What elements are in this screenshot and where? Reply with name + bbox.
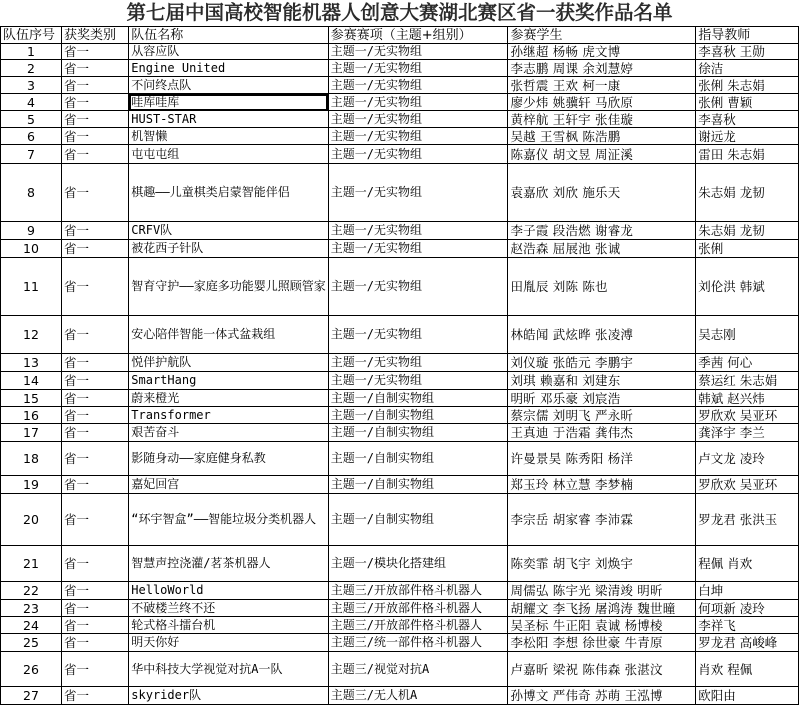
- students-cell[interactable]: 李志鹏 周课 余刘慧婷: [508, 60, 696, 77]
- team-name-cell[interactable]: 智育守护——家庭多功能婴儿照顾管家: [129, 258, 328, 316]
- teachers-cell[interactable]: 朱志娟 龙韧: [696, 164, 799, 222]
- award-cell[interactable]: 省一: [62, 128, 129, 145]
- teachers-cell[interactable]: 季茜 何心: [696, 354, 799, 372]
- team-name-cell[interactable]: 不破楼兰终不还: [129, 600, 328, 617]
- team-name-cell[interactable]: 嘉妃回宫: [129, 476, 328, 494]
- award-cell[interactable]: 省一: [62, 494, 129, 546]
- event-cell[interactable]: 主题三/无人机A: [328, 687, 508, 705]
- award-cell[interactable]: 省一: [62, 582, 129, 600]
- award-cell[interactable]: 省一: [62, 652, 129, 687]
- teachers-cell[interactable]: 龚泽宇 李兰: [696, 424, 799, 442]
- award-cell[interactable]: 省一: [62, 60, 129, 77]
- event-cell[interactable]: 主题一/无实物组: [328, 77, 508, 94]
- table-row: [1, 407, 799, 424]
- table-row: [1, 354, 799, 372]
- award-cell[interactable]: 省一: [62, 687, 129, 705]
- team-no-cell[interactable]: 9: [1, 222, 62, 240]
- teachers-cell[interactable]: 李喜秋 王勋: [696, 44, 799, 60]
- team-no-cell[interactable]: 20: [1, 494, 62, 546]
- award-cell[interactable]: 省一: [62, 442, 129, 476]
- teachers-cell[interactable]: 雷田 朱志娟: [696, 145, 799, 164]
- table-row: [1, 546, 799, 582]
- team-no-cell[interactable]: 7: [1, 145, 62, 164]
- students-cell[interactable]: 郑玉玲 林立慧 李梦楠: [508, 476, 696, 494]
- team-no-cell[interactable]: 11: [1, 258, 62, 316]
- sheet-title: 第七届中国高校智能机器人创意大赛湖北赛区省一获奖作品名单: [126, 1, 673, 24]
- teachers-cell[interactable]: 谢远龙: [696, 128, 799, 145]
- table-row: [1, 111, 799, 128]
- table-row: [1, 600, 799, 617]
- table-row: [1, 128, 799, 145]
- award-cell[interactable]: 省一: [62, 354, 129, 372]
- event-cell[interactable]: 主题三/统一部件格斗机器人: [328, 634, 508, 652]
- table-row: [1, 582, 799, 600]
- team-name-cell[interactable]: Transformer: [129, 407, 328, 424]
- award-cell[interactable]: 省一: [62, 94, 129, 111]
- team-name-cell[interactable]: 不问终点队: [129, 77, 328, 94]
- teachers-cell[interactable]: 朱志娟 龙韧: [696, 222, 799, 240]
- team-name-cell[interactable]: 从容应队: [129, 44, 328, 60]
- event-cell[interactable]: 主题一/无实物组: [328, 145, 508, 164]
- event-cell[interactable]: 主题一/无实物组: [328, 354, 508, 372]
- award-cell[interactable]: 省一: [62, 617, 129, 634]
- award-cell[interactable]: 省一: [62, 44, 129, 60]
- table-row: [1, 240, 799, 258]
- award-cell[interactable]: 省一: [62, 634, 129, 652]
- team-name-cell[interactable]: 安心陪伴智能一体式盆栽组: [129, 316, 328, 354]
- award-cell[interactable]: 省一: [62, 222, 129, 240]
- table-row: [1, 44, 799, 60]
- award-cell[interactable]: 省一: [62, 424, 129, 442]
- teachers-cell[interactable]: 程佩 肖欢: [696, 546, 799, 582]
- event-cell[interactable]: 主题一/自制实物组: [328, 442, 508, 476]
- team-no-cell[interactable]: 21: [1, 546, 62, 582]
- team-name-cell[interactable]: 艰苦奋斗: [129, 424, 328, 442]
- table-row: [1, 164, 799, 222]
- table-row: [1, 258, 799, 316]
- team-name-cell[interactable]: skyrider队: [129, 687, 328, 705]
- award-cell[interactable]: 省一: [62, 240, 129, 258]
- team-name-cell[interactable]: 被花西子针队: [129, 240, 328, 258]
- award-cell[interactable]: 省一: [62, 145, 129, 164]
- event-cell[interactable]: 主题一/无实物组: [328, 111, 508, 128]
- header-award: 获奖类别: [62, 27, 129, 44]
- team-no-cell[interactable]: 1: [1, 44, 62, 60]
- table-row: [1, 94, 799, 111]
- table-row: [1, 476, 799, 494]
- students-cell[interactable]: 周儒弘 陈宇光 梁清竣 明昕: [508, 582, 696, 600]
- teachers-cell[interactable]: 罗龙君 高峻峰: [696, 634, 799, 652]
- event-cell[interactable]: 主题一/无实物组: [328, 222, 508, 240]
- event-cell[interactable]: 主题一/无实物组: [328, 258, 508, 316]
- header-students: 参赛学生: [508, 27, 696, 44]
- teachers-cell[interactable]: 张俐: [696, 240, 799, 258]
- event-cell[interactable]: 主题一/自制实物组: [328, 494, 508, 546]
- students-cell[interactable]: 陈嘉仪 胡文昱 周泟溪: [508, 145, 696, 164]
- team-name-cell[interactable]: 悦伴护航队: [129, 354, 328, 372]
- table-row: [1, 60, 799, 77]
- table-row: [1, 145, 799, 164]
- students-cell[interactable]: 林皓闻 武炫晔 张凌溥: [508, 316, 696, 354]
- event-cell[interactable]: 主题一/自制实物组: [328, 407, 508, 424]
- header-teachers: 指导教师: [696, 27, 799, 44]
- header-team-no: 队伍序号: [1, 27, 62, 44]
- teachers-cell[interactable]: 何项新 凌玲: [696, 600, 799, 617]
- table-row: [1, 390, 799, 407]
- team-no-cell[interactable]: 8: [1, 164, 62, 222]
- event-cell[interactable]: 主题一/自制实物组: [328, 476, 508, 494]
- teachers-cell[interactable]: 罗欣欢 吴亚环: [696, 407, 799, 424]
- table-row: [1, 634, 799, 652]
- event-cell[interactable]: 主题一/无实物组: [328, 316, 508, 354]
- team-no-cell[interactable]: 13: [1, 354, 62, 372]
- teachers-cell[interactable]: 张俐 曹颖: [696, 94, 799, 111]
- event-cell[interactable]: 主题一/无实物组: [328, 44, 508, 60]
- teachers-cell[interactable]: 徐洁: [696, 60, 799, 77]
- students-cell[interactable]: 许曼景昊 陈秀阳 杨洋: [508, 442, 696, 476]
- students-cell[interactable]: 李宗岳 胡家睿 李沛霖: [508, 494, 696, 546]
- teachers-cell[interactable]: 吴志刚: [696, 316, 799, 354]
- team-no-cell[interactable]: 26: [1, 652, 62, 687]
- table-row: [1, 652, 799, 687]
- students-cell[interactable]: 孙继超 杨畅 虎文博: [508, 44, 696, 60]
- team-no-cell[interactable]: 5: [1, 111, 62, 128]
- teachers-cell[interactable]: 卢文龙 凌玲: [696, 442, 799, 476]
- team-no-cell[interactable]: 2: [1, 60, 62, 77]
- award-cell[interactable]: 省一: [62, 390, 129, 407]
- team-no-cell[interactable]: 4: [1, 94, 62, 111]
- header-team-name: 队伍名称: [129, 27, 328, 44]
- table-row: [1, 424, 799, 442]
- event-cell[interactable]: 主题一/无实物组: [328, 60, 508, 77]
- students-cell[interactable]: 廖少炜 姚骥轩 马欣原: [508, 94, 696, 111]
- teachers-cell[interactable]: 李喜秋: [696, 111, 799, 128]
- award-cell[interactable]: 省一: [62, 407, 129, 424]
- award-cell[interactable]: 省一: [62, 164, 129, 222]
- award-cell[interactable]: 省一: [62, 77, 129, 94]
- award-cell[interactable]: 省一: [62, 258, 129, 316]
- students-cell[interactable]: 吴圣标 牛正阳 袁诚 杨博棱: [508, 617, 696, 634]
- award-cell[interactable]: 省一: [62, 476, 129, 494]
- teachers-cell[interactable]: 韩斌 赵兴炜: [696, 390, 799, 407]
- students-cell[interactable]: 吴越 王雪枫 陈浩鹏: [508, 128, 696, 145]
- students-cell[interactable]: 王真迪 于浩霜 龚伟杰: [508, 424, 696, 442]
- students-cell[interactable]: 袁嘉欣 刘欣 施乐天: [508, 164, 696, 222]
- team-no-cell[interactable]: 3: [1, 77, 62, 94]
- team-no-cell[interactable]: 27: [1, 687, 62, 705]
- table-row: [1, 494, 799, 546]
- team-no-cell[interactable]: 16: [1, 407, 62, 424]
- team-no-cell[interactable]: 25: [1, 634, 62, 652]
- team-name-cell[interactable]: 棋趣——儿童棋类启蒙智能伴侣: [129, 164, 328, 222]
- students-cell[interactable]: 李子霞 段浩燃 谢睿龙: [508, 222, 696, 240]
- event-cell[interactable]: 主题一/无实物组: [328, 128, 508, 145]
- award-cell[interactable]: 省一: [62, 600, 129, 617]
- team-no-cell[interactable]: 10: [1, 240, 62, 258]
- award-cell[interactable]: 省一: [62, 316, 129, 354]
- event-cell[interactable]: 主题一/无实物组: [328, 94, 508, 111]
- table-row: [1, 617, 799, 634]
- teachers-cell[interactable]: 白坤: [696, 582, 799, 600]
- award-cell[interactable]: 省一: [62, 372, 129, 390]
- teachers-cell[interactable]: 罗欣欢 吴亚环: [696, 476, 799, 494]
- event-cell[interactable]: 主题一/模块化搭建组: [328, 546, 508, 582]
- event-cell[interactable]: 主题三/开放部件格斗机器人: [328, 582, 508, 600]
- team-name-cell[interactable]: SmartHang: [129, 372, 328, 390]
- team-no-cell[interactable]: 23: [1, 600, 62, 617]
- team-name-cell[interactable]: 影随身动——家庭健身私教: [129, 442, 328, 476]
- teachers-cell[interactable]: 欧阳由: [696, 687, 799, 705]
- teachers-cell[interactable]: 张俐 朱志娟: [696, 77, 799, 94]
- students-cell[interactable]: 刘仪璇 张皓元 李鹏宇: [508, 354, 696, 372]
- team-name-cell[interactable]: CRFV队: [129, 222, 328, 240]
- team-no-cell[interactable]: 6: [1, 128, 62, 145]
- event-cell[interactable]: 主题一/自制实物组: [328, 390, 508, 407]
- team-name-cell[interactable]: 机智懒: [129, 128, 328, 145]
- event-cell[interactable]: 主题三/视觉对抗A: [328, 652, 508, 687]
- teachers-cell[interactable]: 李祥飞: [696, 617, 799, 634]
- teachers-cell[interactable]: 罗龙君 张洪玉: [696, 494, 799, 546]
- table-row: [1, 372, 799, 390]
- students-cell[interactable]: 卢嘉昕 梁祝 陈伟森 张湛汶: [508, 652, 696, 687]
- team-name-cell[interactable]: 智慧声控浇灌/茗茶机器人: [129, 546, 328, 582]
- team-no-cell[interactable]: 19: [1, 476, 62, 494]
- event-cell[interactable]: 主题三/开放部件格斗机器人: [328, 600, 508, 617]
- event-cell[interactable]: 主题一/自制实物组: [328, 424, 508, 442]
- students-cell[interactable]: 明昕 邓乐豪 刘宸浩: [508, 390, 696, 407]
- team-no-cell[interactable]: 18: [1, 442, 62, 476]
- team-name-cell[interactable]: 华中科技大学视觉对抗A一队: [129, 652, 328, 687]
- students-cell[interactable]: 蔡宗儒 刘明飞 严永昕: [508, 407, 696, 424]
- award-cell[interactable]: 省一: [62, 546, 129, 582]
- award-cell[interactable]: 省一: [62, 111, 129, 128]
- students-cell[interactable]: 张哲震 王欢 柯一康: [508, 77, 696, 94]
- students-cell[interactable]: 胡耀文 李飞扬 屠鸿涛 魏世曈: [508, 600, 696, 617]
- team-name-cell[interactable]: 轮式格斗擂台机: [129, 617, 328, 634]
- table-row: [1, 316, 799, 354]
- team-name-cell[interactable]: HUST-STAR: [129, 111, 328, 128]
- team-no-cell[interactable]: 15: [1, 390, 62, 407]
- team-name-cell[interactable]: 蔚来橙光: [129, 390, 328, 407]
- teachers-cell[interactable]: 肖欢 程佩: [696, 652, 799, 687]
- table-row: [1, 222, 799, 240]
- team-no-cell[interactable]: 17: [1, 424, 62, 442]
- event-cell[interactable]: 主题一/无实物组: [328, 164, 508, 222]
- event-cell[interactable]: 主题一/无实物组: [328, 240, 508, 258]
- students-cell[interactable]: 刘琪 赖嘉和 刘建东: [508, 372, 696, 390]
- teachers-cell[interactable]: 刘伦洪 韩斌: [696, 258, 799, 316]
- event-cell[interactable]: 主题一/无实物组: [328, 372, 508, 390]
- teachers-cell[interactable]: 蔡运红 朱志娟: [696, 372, 799, 390]
- event-cell[interactable]: 主题三/开放部件格斗机器人: [328, 617, 508, 634]
- team-name-cell[interactable]: 明天你好: [129, 634, 328, 652]
- header-row: [1, 27, 799, 44]
- team-no-cell[interactable]: 22: [1, 582, 62, 600]
- table-row: [1, 442, 799, 476]
- students-cell[interactable]: 孙博文 严伟奇 苏萌 王泓博: [508, 687, 696, 705]
- team-no-cell[interactable]: 12: [1, 316, 62, 354]
- students-cell[interactable]: 田胤辰 刘陈 陈也: [508, 258, 696, 316]
- students-cell[interactable]: 黄梓航 王轩宇 张佳璇: [508, 111, 696, 128]
- header-event: 参赛赛项（主题+组别）: [328, 27, 508, 44]
- students-cell[interactable]: 李松阳 李想 徐世豪 牛青原: [508, 634, 696, 652]
- team-name-cell[interactable]: 屯屯屯组: [129, 145, 328, 164]
- team-name-cell[interactable]: 哇库哇库: [129, 94, 328, 111]
- students-cell[interactable]: 赵浩森 屈展池 张诚: [508, 240, 696, 258]
- award-table: [0, 26, 799, 705]
- team-no-cell[interactable]: 14: [1, 372, 62, 390]
- table-row: [1, 687, 799, 705]
- team-name-cell[interactable]: “环宇智盒”——智能垃圾分类机器人: [129, 494, 328, 546]
- students-cell[interactable]: 陈奕霏 胡飞宇 刘焕宇: [508, 546, 696, 582]
- table-row: [1, 77, 799, 94]
- team-no-cell[interactable]: 24: [1, 617, 62, 634]
- team-name-cell[interactable]: Engine United: [129, 60, 328, 77]
- team-name-cell[interactable]: HelloWorld: [129, 582, 328, 600]
